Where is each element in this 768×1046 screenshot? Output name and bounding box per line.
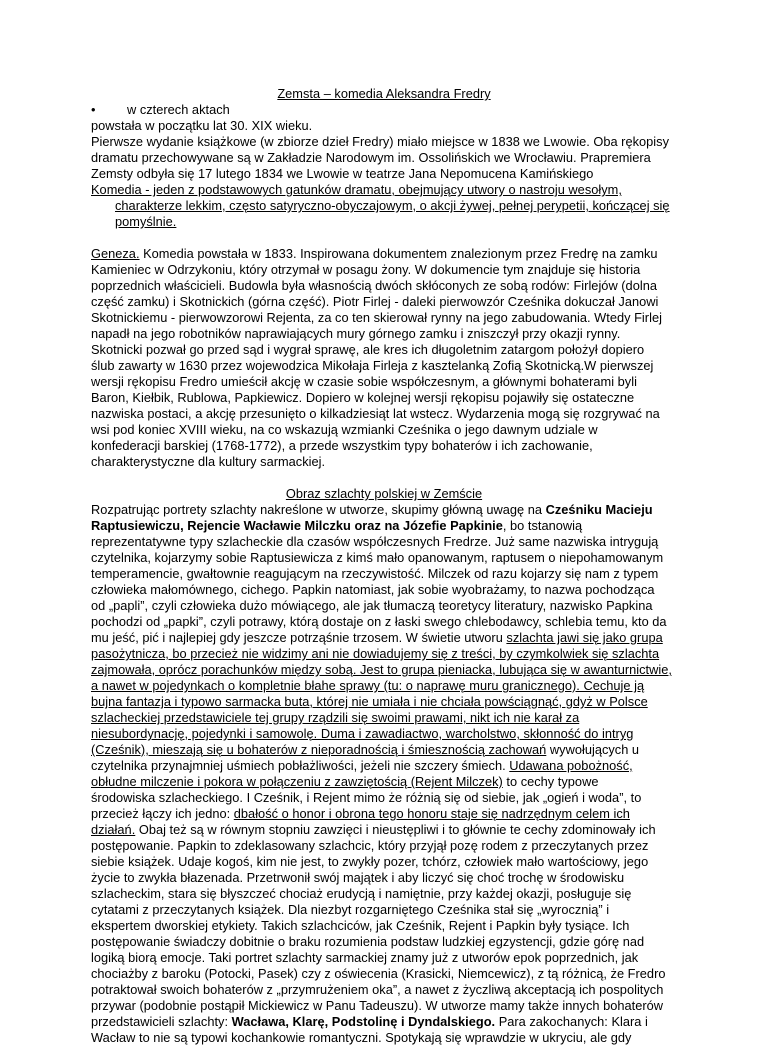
text-line: wsi pod koniec XVIII wieku, na co wskazują wzmianki Cześnika o jego dawnym udziale w	[91, 422, 598, 437]
document-title: Zemsta – komedia Aleksandra Fredry	[277, 86, 491, 101]
text-line: postępowanie. Papkin to zdeklasowany szlachcic, który przyjął pozę rodem z przeczytanych przez	[91, 838, 649, 853]
underlined-text: Udawana pobożność,	[509, 758, 633, 773]
text-line: Zemsty odbyła się 17 lutego 1834 we Lwowie w teatrze Jana Nepomucena Kamińskiego	[91, 166, 594, 181]
text-line: potraktował swoich bohaterów z „przymrużeniem oka”, a nawet z życzliwą akceptacją ich pospolitych	[91, 982, 664, 997]
text-span: Komedia powstała w 1833. Inspirowana dokumentem znalezionym przez Fredrę na zamku	[139, 246, 658, 261]
character-names-bold: Cześniku Macieju	[545, 502, 653, 517]
text-line: poprzednich właścicieli. Budowla była własnością dwóch skłóconych ze sobą rodów: Firlejów (dolna	[91, 278, 657, 293]
text-line: charakterystyczne dla kultury sarmackiej.	[91, 454, 326, 469]
underlined-text: (Cześnik), mieszają się u bohaterów z nieporadnością i śmiesznością zachowań	[91, 742, 547, 757]
character-names-bold: Wacława, Klarę, Podstolinę i Dyndalskiego.	[231, 1014, 496, 1029]
underlined-text: działań.	[91, 822, 136, 837]
underlined-text: obłudne milczenie i pokora w połączeniu z zawziętością (Rejent Milczek)	[91, 774, 503, 789]
text-line	[91, 1014, 768, 1030]
text-line: cytatami z przeczytanych książek. Dla niezbyt rozgarniętego Cześnika stał się „wyrocznią” i	[91, 902, 610, 917]
text-line: Pierwsze wydanie książkowe (w zbiorze dzieł Fredry) miało miejsce w 1838 we Lwowie. Oba rękopisy	[91, 134, 669, 149]
text-span: Obaj też są w równym stopniu zawzięci i nieustępliwi i to głównie te cechy zdominowały ich	[135, 822, 656, 837]
text-line: pomyślnie.	[115, 214, 177, 229]
section-title: Obraz szlachty polskiej w Zemście	[285, 486, 483, 501]
text-line: pochodzi od „papki”, czyli potrawy, którą dostaje on z łaski swego chlebodawcy, schlebia temu, kto da	[91, 614, 667, 629]
text-line: temperamencie, gwałtownie reagującym na rzeczywistość. Milczek od razu kojarzy się nam z typem	[91, 566, 659, 581]
underlined-text: dbałość o honor i obrona tego honoru staje się nadrzędnym celem ich	[233, 806, 630, 821]
text-line: część zamku) i Skotnickich (górna część). Piotr Firlej - daleki pierwowzór Cześnika dokuczał Janowi	[91, 294, 659, 309]
text-line: a nawet w pojedynkach o kompletnie błahe sprawy (tu: o naprawę muru granicznego). Cechuje ją	[91, 678, 645, 693]
text-span: czytelnika przynajmniej uśmiech pobłażliwości, jeżeli nie szczery śmiech.	[91, 758, 510, 773]
text-span: mu jeść, pić i najlepiej gdy jeszcze potrząśnie trzosem. W świetie utworu	[91, 630, 507, 645]
intro-paragraph	[91, 118, 768, 182]
geneza-label: Geneza.	[91, 246, 140, 261]
paragraph-gap	[91, 470, 768, 486]
text-span: Rozpatrując portrety szlachty nakreślone w utworze, skupimy główną uwagę na	[91, 502, 546, 517]
text-line: pasożytnicza, bo przecież nie widzimy ani nie dowiadujemy się z treści, by czymkolwiek się szlachta	[91, 646, 660, 661]
text-line: nazwiska postaci, a akcję przesunięto o kilkadziesiąt lat wstecz. Wydarzenia mogą się rozgrywać na	[91, 406, 660, 421]
text-line: siebie książek. Udaje kogoś, kim nie jest, to zwykły pozer, tchórz, człowiek mało wartościowy, jego	[91, 854, 649, 869]
paragraph-gap	[91, 230, 768, 246]
text-line: Skotnickiemu - pierwowzorowi Rejenta, za co ten skierował rynny na jego zabudowania. Wtedy Firlej	[91, 310, 662, 325]
text-line: reprezentatywne typy szlacheckie dla czasów współczesnych Fredrze. Już same nazwiska intrygują	[91, 534, 659, 549]
text-line: niesubordynację, pojedynki i samowolę. Duma i zawadiactwo, warcholstwo, skłonność do intryg	[91, 726, 634, 741]
obraz-paragraph	[91, 502, 768, 1046]
character-names-bold: Raptusiewiczu, Rejencie Wacławie Milczku oraz na Józefie Papkinie	[91, 518, 503, 533]
bullet-symbol: •	[91, 102, 96, 117]
text-span: przedstawicieli szlachty:	[91, 1014, 232, 1029]
text-line	[91, 758, 768, 774]
text-line: Kamieniec w Odrzykoniu, który otrzymał w posagu żony. W dokumencie tym znajduje się historia	[91, 262, 641, 277]
text-line: chociażby z baroku (Potocki, Pasek) czy z oświecenia (Krasicki, Niemcewicz), z tą różnicą, że Fredro	[91, 966, 666, 981]
text-line	[91, 246, 768, 262]
text-line: powstała w początku lat 30. XIX wieku.	[91, 118, 313, 133]
text-line: konfederacji barskiej (1768-1772), a przede wszystkim typy bohaterów i ich zachowanie,	[91, 438, 593, 453]
text-line: Skotnicki pozwał go przed sąd i wygrał sprawę, ale kres ich długoletnim zatargom położył dopiero	[91, 342, 645, 357]
text-line: Wacław to nie są typowi kochankowie romantyczni. Spotykają się wprawdzie w ukryciu, ale gdy	[91, 1030, 632, 1045]
text-span: wywołujących u	[546, 742, 640, 757]
text-line	[91, 806, 768, 822]
text-line	[91, 822, 768, 838]
text-line: postępowanie świadczy dobitnie o braku rozumienia podstaw ludzkiej egzystencji, gdzie górę nad	[91, 934, 645, 949]
text-line	[91, 774, 768, 790]
text-line: czytelnika, kojarzymy sobie Raptusiewicza z kimś mało opanowanym, raptusem o niepohamowanym	[91, 550, 664, 565]
bullet-item	[91, 102, 768, 118]
text-line: charakterze lekkim, często satyryczno-obyczajowym, o akcji żywej, pełnej perypetii, kończącej się	[115, 198, 670, 213]
text-line	[91, 518, 768, 534]
text-line	[91, 630, 768, 646]
text-line: zajmowała, oprócz porachunków między sobą. Jest to grupa pieniacka, lubująca się w awanturnictwie,	[91, 662, 672, 677]
text-line	[91, 742, 768, 758]
text-line: Baron, Kiełbik, Rublowa, Papkiewicz. Dopiero w kolejnej wersji rękopisu pojawiły się ostateczne	[91, 390, 635, 405]
text-line: ekspertem dworskiej etykiety. Takich szlachciców, jak Cześnik, Rejent i Papkin były tysiące. Ich	[91, 918, 630, 933]
text-line: szlacheckim, stara się błyszczeć chociaż erudycją i namiętnie, przy każdej okazji, posługuje się	[91, 886, 632, 901]
text-line: środowiska szlacheckiego. I Cześnik, i Rejent mimo że różnią się od siebie, jak „ogień i woda”, to	[91, 790, 642, 805]
komedia-definition	[91, 182, 768, 230]
text-line: dramatu przechowywane są w Zakładzie Narodowym im. Ossolińskich we Wrocławiu. Prapremiera	[91, 150, 651, 165]
text-span: to cechy typowe	[502, 774, 599, 789]
geneza-paragraph	[91, 246, 768, 470]
text-span: , bo tstanowią	[502, 518, 583, 533]
text-line: człowieka małomównego, cichego. Papkin natomiast, jak sobie wyobrażamy, to nazwa pochodząca	[91, 582, 655, 597]
text-line: Komedia - jeden z podstawowych gatunków dramatu, obejmujący utwory o nastroju wesołym,	[91, 182, 622, 197]
text-line: przywar (podobnie postąpił Mickiewicz w Panu Tadeuszu). W utworze mamy także innych bohaterów	[91, 998, 664, 1013]
text-line: wersji rękopisu Fredro umieścił akcję w czasie sobie współczesnym, a głównymi bohaterami byli	[91, 374, 637, 389]
text-span: Para zakochanych: Klara i	[495, 1014, 648, 1029]
text-line: od „papli”, czyli człowieka dużo mówiącego, ale jak tłumaczą teoretycy literatury, nazwisko Papkina	[91, 598, 653, 613]
text-line	[91, 502, 768, 518]
text-line: napadł na jego robotników naprawiających mury górnego zamku i zniszczył przy okazji rynny.	[91, 326, 621, 341]
text-line: życie to zwykła błazenada. Przetrwonił swój majątek i aby liczyć się choć trochę w środowisku	[91, 870, 625, 885]
text-line: szlacheckiej przedstawiciele tej grupy rządzili się swoimi prawami, nikt ich nie karał za	[91, 710, 580, 725]
text-span: przecież łączy ich jedno:	[91, 806, 234, 821]
underlined-text: szlachta jawi się jako grupa	[506, 630, 663, 645]
text-line: logiką biorą emocje. Taki portret szlachty sarmackiej znamy już z utworów epok poprzednich, jak	[91, 950, 639, 965]
bullet-text: w czterech aktach	[127, 102, 230, 117]
text-line: bujna fantazja i typowo sarmacka buta, której nie umiała i nie chciała powściągnąć, gdyż w Polsce	[91, 694, 648, 709]
text-line: ślub zawarty w 1630 przez wojewodzica Mikołaja Firleja z kasztelanką Zofią Skotnicką.W pierwszej	[91, 358, 654, 373]
